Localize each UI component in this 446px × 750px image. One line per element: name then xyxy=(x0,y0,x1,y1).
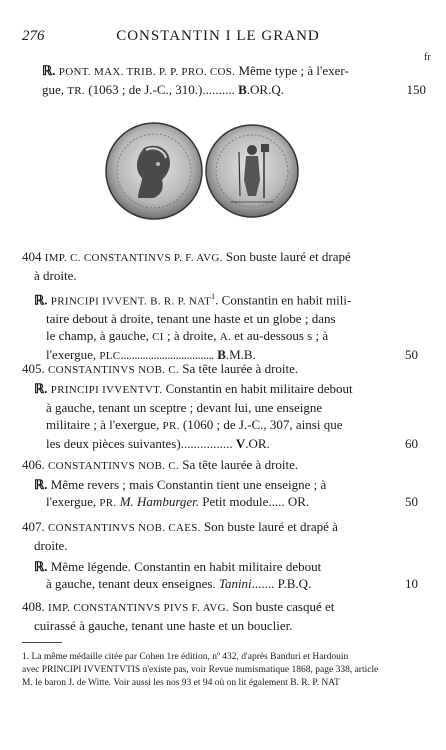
footnote-line: M. le baron J. de Witte. Voir aussi les nos 93 et 94 où on lit également B. R. P. NAT xyxy=(22,678,340,688)
text: à gauche, tenant deux enseignes. xyxy=(46,576,216,591)
text-line xyxy=(34,476,408,493)
obverse-coin xyxy=(106,123,202,219)
footnote xyxy=(22,651,430,690)
reverse-text: Constantin en habit militaire debout xyxy=(165,381,353,396)
reverse-legend: PONT. MAX. TRIB. P. P. PRO. COS. xyxy=(58,66,236,78)
collection-name: Tanini xyxy=(218,576,252,591)
rarity: .OR.Q. xyxy=(246,82,284,97)
reverse-text: . Constantin en habit mili- xyxy=(215,292,352,308)
edge-mark: fr xyxy=(424,52,431,63)
reverse-symbol: ℝ. xyxy=(34,477,48,492)
text: militaire ; à l'exergue, xyxy=(46,417,160,432)
obverse-text: Sa tête laurée à droite. xyxy=(182,457,299,472)
value: 60 xyxy=(405,436,418,451)
catalogue-entry xyxy=(22,360,408,379)
obverse-legend: IMP. CONSTANTINVS PIVS F. AVG. xyxy=(48,602,229,614)
text: ; à droite, xyxy=(166,328,217,344)
text-line: à droite. xyxy=(34,268,77,283)
entry-number: 405 xyxy=(22,361,42,376)
reverse-text: Même revers ; mais Constantin tient une enseigne ; à xyxy=(50,477,327,492)
text-line xyxy=(34,575,418,592)
value: 150 xyxy=(406,82,426,97)
reverse-symbol: ℝ. xyxy=(34,559,48,574)
text-line xyxy=(34,558,408,575)
obverse-text: Son buste casqué et xyxy=(232,599,335,614)
reverse-coin xyxy=(206,125,298,217)
entry-number: 406 xyxy=(22,457,42,472)
page-title: CONSTANTIN I LE GRAND xyxy=(116,28,320,44)
text-line xyxy=(22,248,408,267)
text: le champ, à gauche, xyxy=(46,328,149,344)
reverse-text: Même légende. Constantin en habit militaire debout xyxy=(50,559,322,574)
reverse-description xyxy=(34,558,418,592)
text: l'exergue, xyxy=(46,494,97,509)
value: 10 xyxy=(405,576,418,591)
reverse-description xyxy=(34,288,418,365)
text-line: 405. CONSTANTINVS NOB. C. Sa tête laurée à droite. xyxy=(22,361,299,376)
value: 50 xyxy=(405,494,418,509)
reverse-legend: PRINCIPI IVVENTVT. xyxy=(50,384,163,396)
text-line: 407. CONSTANTINVS NOB. CAES. Son buste lauré et drapé à xyxy=(22,519,338,534)
text: gue, xyxy=(42,82,65,97)
text-line xyxy=(34,416,408,435)
reverse-symbol: ℝ. xyxy=(34,381,48,396)
catalogue-entry xyxy=(22,598,408,634)
obverse-legend: CONSTANTINVS NOB. C. xyxy=(48,460,180,472)
obverse-legend: CONSTANTINVS NOB. CAES. xyxy=(48,522,201,534)
obverse-text: Son buste lauré et drapé xyxy=(225,249,351,264)
entry-number: 407 xyxy=(22,519,42,534)
footnote-line: avec PRINCIPI IVVENTVTIS n'existe pas, voir Revue numismatique 1868, page 338, article xyxy=(22,665,379,675)
catalogue-entry xyxy=(22,456,408,475)
obverse-text: Sa tête laurée à droite. xyxy=(182,361,299,376)
text-line: droite. xyxy=(34,538,68,553)
reverse-description xyxy=(42,62,426,100)
text-line: cuirassé à gauche, tenant une haste et un bouclier. xyxy=(34,618,293,633)
reverse-description xyxy=(34,380,418,452)
text-line xyxy=(42,81,426,100)
text-line: taire debout à droite, tenant une haste et un globe ; dans xyxy=(46,311,336,327)
text: l'exergue, xyxy=(46,347,97,363)
text: et au-dessous s ; à xyxy=(234,328,329,344)
text-line xyxy=(34,327,408,346)
obverse-text: Son buste lauré et drapé à xyxy=(203,519,338,534)
reverse-legend: PRINCIPI IVVENT. B. R. P. NAT xyxy=(50,295,212,308)
catalogue-entry xyxy=(22,248,408,284)
text-line: 406. CONSTANTINVS NOB. C. Sa tête laurée à droite. xyxy=(22,457,299,472)
rarity: .OR. xyxy=(245,436,270,451)
footnote-rule xyxy=(22,642,62,643)
text: .................................. xyxy=(120,347,214,363)
reverse-description xyxy=(34,476,418,512)
text: les deux pièces suivantes)................ xyxy=(46,436,233,451)
entry-number: 404 xyxy=(22,249,42,264)
page-number: 276 xyxy=(22,28,45,44)
text-line: 408. IMP. CONSTANTINVS PIVS F. AVG. Son buste casqué et xyxy=(22,599,335,614)
footnote-line: 1. La même médaille citée par Cohen 1re édition, nº 432, d'après Banduri et Hardouin xyxy=(22,652,349,662)
rarity: OR. xyxy=(287,494,310,509)
reverse-symbol: ℝ. xyxy=(42,63,56,78)
text: (1063 ; de J.-C., 310.).......... xyxy=(88,82,235,97)
exergue-mark: TR. xyxy=(67,85,85,97)
obverse-legend: IMP. C. CONSTANTINVS P. F. AVG. xyxy=(44,252,223,264)
exergue-mark: PLC xyxy=(99,350,121,363)
text-line xyxy=(34,493,418,512)
text-line: à gauche, tenant un sceptre ; devant lui, une enseigne xyxy=(46,400,323,415)
coin-illustration xyxy=(104,118,300,224)
text: (1060 ; de J.-C., 307, ainsi que xyxy=(182,417,343,432)
entry-number: 408 xyxy=(22,599,42,614)
text-line xyxy=(34,435,418,452)
catalogue-entry xyxy=(22,518,408,554)
rarity-symbol: B xyxy=(217,347,226,363)
text: ....... xyxy=(251,576,275,591)
exergue-mark: PR. xyxy=(99,497,117,509)
text-line xyxy=(34,380,408,399)
text-line xyxy=(34,288,408,310)
text: Petit module..... xyxy=(202,494,285,509)
running-header xyxy=(22,28,414,48)
exergue-mark: PR. xyxy=(162,420,180,432)
rarity: .M.B. xyxy=(225,347,256,363)
field-mark: A. xyxy=(219,331,231,344)
text-line xyxy=(42,62,408,81)
reverse-symbol: ℝ. xyxy=(34,292,48,308)
rarity-symbol: B xyxy=(238,82,247,97)
collection-name: M. Hamburger. xyxy=(119,494,200,509)
value: 50 xyxy=(405,347,418,363)
reverse-text: Même type ; à l'exer- xyxy=(238,63,349,78)
rarity: P.B.Q. xyxy=(277,576,312,591)
rarity-symbol: V xyxy=(235,436,246,451)
field-mark: CI xyxy=(152,331,164,344)
obverse-legend: CONSTANTINVS NOB. C. xyxy=(48,364,180,376)
footnote-ref: 1 xyxy=(211,292,216,301)
